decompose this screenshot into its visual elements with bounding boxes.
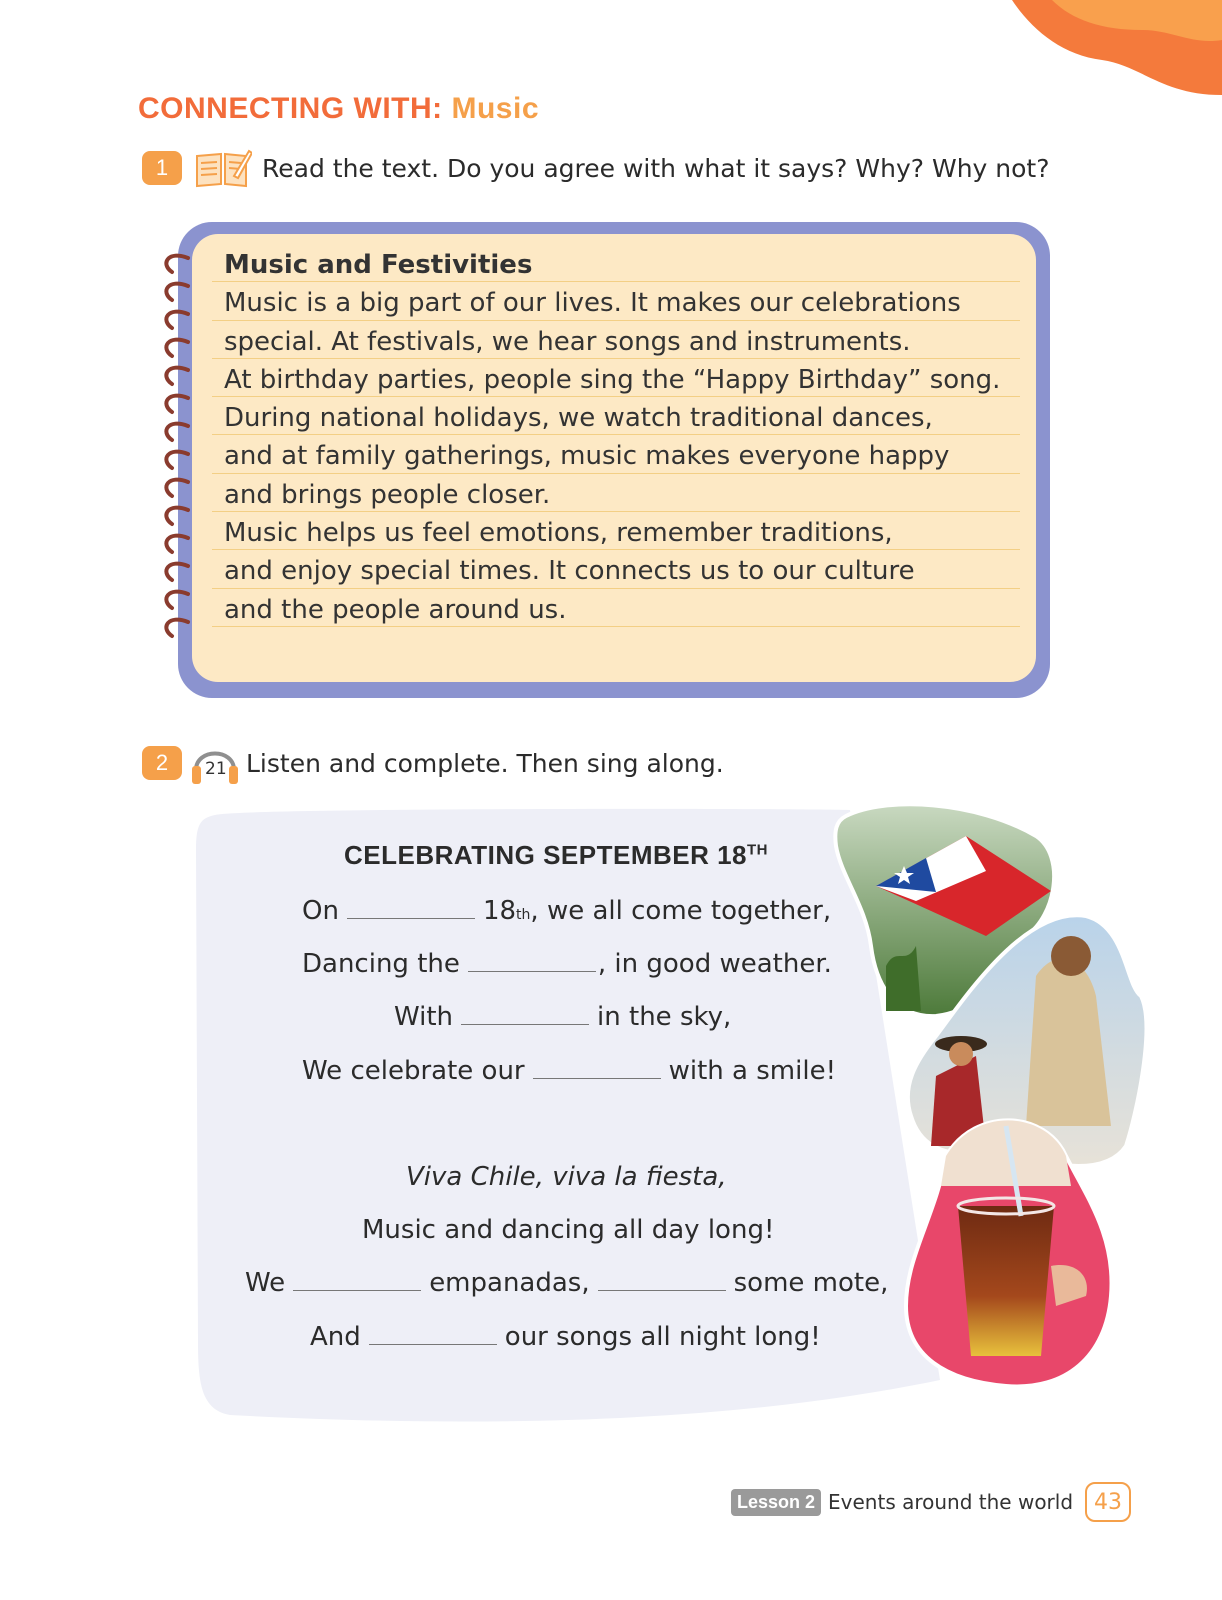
heading-prefix: CONNECTING WITH:	[138, 92, 443, 125]
notebook-line: and brings people closer.	[224, 479, 551, 510]
notebook-line: During national holidays, we watch traditional dances,	[224, 403, 933, 434]
lyric-line-3: With in the sky,	[394, 1002, 732, 1032]
task-2-number: 2	[142, 746, 182, 780]
photo-collage	[826, 796, 1156, 1396]
blank-field[interactable]	[533, 1057, 661, 1079]
notebook-line: and at family gatherings, music makes everyone happy	[224, 441, 950, 472]
chorus-line-3: We empanadas, some mote,	[245, 1268, 889, 1298]
blank-field[interactable]	[598, 1269, 726, 1291]
lyric-line-1: On 18 th , we all come together,	[302, 896, 832, 926]
notebook-line: Music is a big part of our lives. It makes our celebrations	[224, 288, 961, 319]
lyric-line-2: Dancing the , in good weather.	[302, 949, 832, 979]
notebook-title: Music and Festivities	[224, 250, 533, 280]
lesson-badge: Lesson 2	[731, 1489, 821, 1516]
chorus-line-4: And our songs all night long!	[310, 1322, 821, 1352]
blank-field[interactable]	[369, 1323, 497, 1345]
page-footer	[731, 1482, 1131, 1522]
blank-field[interactable]	[347, 897, 475, 919]
notebook-line: and the people around us.	[224, 594, 567, 625]
task-1-instruction: Read the text. Do you agree with what it says? Why? Why not?	[262, 153, 1050, 183]
chorus-line-2: Music and dancing all day long!	[362, 1215, 775, 1245]
notebook-line: Music helps us feel emotions, remember traditions,	[224, 518, 893, 549]
lyric-line-4: We celebrate our with a smile!	[302, 1056, 836, 1086]
song-title: CELEBRATING SEPTEMBER 18TH	[344, 840, 769, 870]
heading-subject: Music	[451, 92, 540, 125]
page-number: 43	[1085, 1482, 1131, 1522]
task-1-number: 1	[142, 151, 182, 185]
blank-field[interactable]	[461, 1003, 589, 1025]
blank-field[interactable]	[468, 950, 596, 972]
blank-field[interactable]	[293, 1269, 421, 1291]
track-number: 21	[205, 759, 227, 779]
notebook-line: At birthday parties, people sing the “Happy Birthday” song.	[224, 364, 1001, 395]
notebook-line: and enjoy special times. It connects us to our culture	[224, 556, 915, 587]
notebook-line: special. At festivals, we hear songs and instruments.	[224, 326, 911, 357]
lesson-title: Events around the world	[828, 1490, 1074, 1514]
chorus-line-1: Viva Chile, viva la fiesta,	[406, 1162, 727, 1192]
task-2-instruction: Listen and complete. Then sing along.	[246, 748, 724, 778]
